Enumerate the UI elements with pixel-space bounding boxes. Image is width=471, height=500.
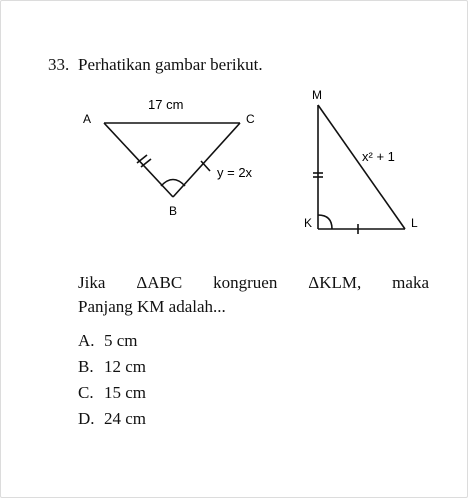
option-letter: C. bbox=[78, 383, 94, 402]
option-d[interactable] bbox=[78, 406, 146, 432]
geometry-figure bbox=[1, 1, 471, 271]
option-c[interactable] bbox=[78, 380, 146, 406]
option-letter: A. bbox=[78, 331, 95, 350]
triangle-klm bbox=[313, 105, 405, 234]
option-a[interactable] bbox=[78, 328, 146, 354]
answer-options bbox=[78, 328, 146, 432]
vertex-b-label: B bbox=[169, 204, 178, 218]
vertex-c-label: C bbox=[246, 112, 255, 126]
tick-ab-2 bbox=[141, 159, 151, 167]
tick-bc bbox=[201, 161, 210, 171]
side-bc-label: y = 2x bbox=[217, 165, 253, 180]
side-ab-line bbox=[104, 123, 173, 197]
option-letter: B. bbox=[78, 357, 94, 376]
question-text bbox=[78, 271, 429, 319]
option-b[interactable] bbox=[78, 354, 146, 380]
vertex-k-label: K bbox=[304, 216, 313, 230]
option-letter: D. bbox=[78, 409, 95, 428]
question-line-2: Panjang KM adalah... bbox=[78, 297, 226, 316]
side-ml-label: x² + 1 bbox=[362, 149, 395, 164]
side-bc-line bbox=[173, 123, 240, 197]
option-text: 12 cm bbox=[104, 357, 147, 376]
question-line-1: Jika ΔABC kongruen ΔKLM, maka bbox=[78, 273, 429, 292]
option-text: 15 cm bbox=[104, 383, 147, 402]
side-ac-label: 17 cm bbox=[148, 97, 184, 112]
vertex-a-label: A bbox=[83, 112, 92, 126]
option-text: 24 cm bbox=[104, 409, 147, 428]
side-ml-line bbox=[318, 105, 405, 229]
triangle-abc bbox=[104, 123, 240, 197]
angle-b-arc bbox=[161, 180, 185, 187]
vertex-m-label: M bbox=[312, 88, 322, 102]
question-title: Perhatikan gambar berikut. bbox=[78, 55, 263, 74]
vertex-l-label: L bbox=[411, 216, 418, 230]
option-text: 5 cm bbox=[104, 331, 138, 350]
angle-k-arc bbox=[318, 215, 332, 229]
question-number: 33. bbox=[48, 55, 70, 74]
